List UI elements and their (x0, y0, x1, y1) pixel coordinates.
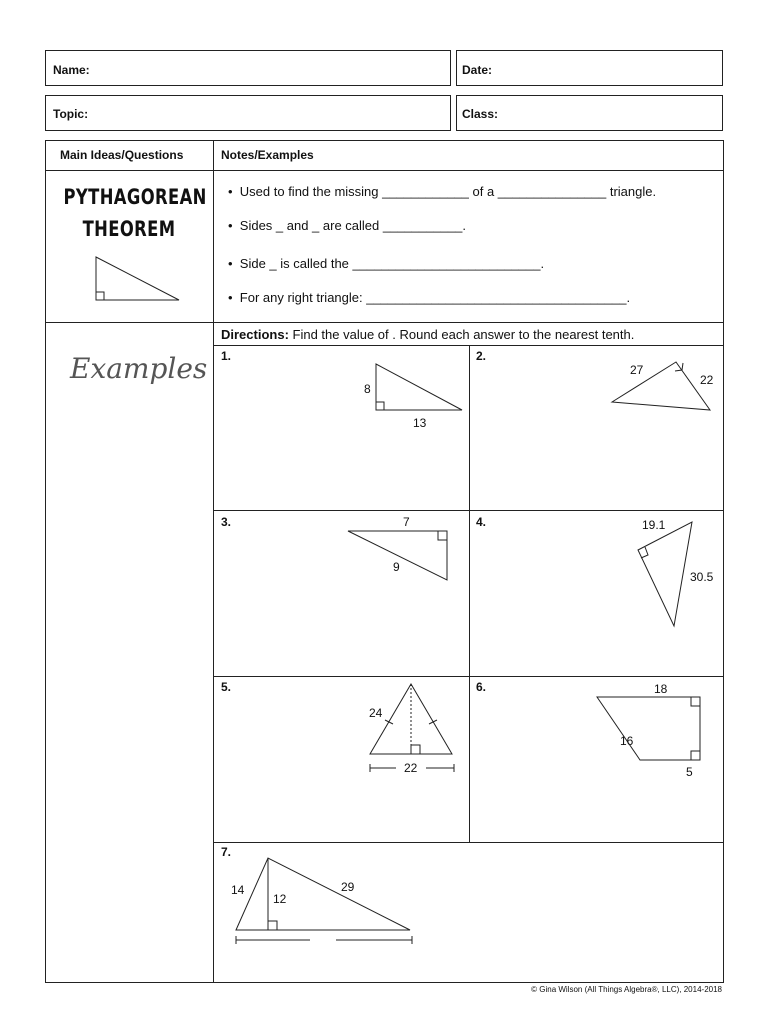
topic-field[interactable] (45, 95, 451, 131)
problem-6-label-a: 18 (654, 682, 668, 696)
problem-6-label-b: 16 (620, 734, 634, 748)
note-bullet-1: • Used to find the missing ____________ of a _______________ triangle. (228, 184, 657, 199)
problem-3-label-b: 9 (393, 560, 400, 574)
note-text-3: Side _ is called the __________________________. (239, 256, 545, 271)
problem-4-label-b: 30.5 (690, 570, 714, 584)
problem-7-label-c: 29 (341, 880, 355, 894)
note-text-4: For any right triangle: ____________________________________. (239, 290, 631, 305)
examples-label: Examples (70, 352, 208, 385)
class-label: Class: (462, 107, 499, 121)
grid-row-2 (213, 676, 724, 677)
theorem-row-divider (45, 322, 724, 323)
problem-2-label-a: 27 (630, 363, 644, 377)
problem-6-number: 6. (476, 680, 487, 694)
note-bullet-3: • Side _ is called the __________________________. (228, 256, 545, 271)
notes-examples-header: Notes/Examples (221, 148, 314, 162)
directions-text: Find the value of . Round each answer to the nearest tenth. (292, 327, 635, 342)
problem-1-triangle (372, 362, 467, 414)
name-field[interactable] (45, 50, 451, 86)
directions-bold: Directions: (221, 327, 289, 342)
problem-1-number: 1. (221, 349, 232, 363)
problem-3-triangle (345, 528, 453, 584)
copyright-footer: © Gina Wilson (All Things Algebra®, LLC), 2014-2018 (531, 985, 722, 994)
problem-1-label-b: 13 (413, 416, 427, 430)
problem-5-label-b: 22 (404, 761, 418, 775)
problem-7-number: 7. (221, 845, 232, 859)
grid-row-1 (213, 510, 724, 511)
problem-4-triangle (634, 518, 696, 630)
note-text-1: Used to find the missing ____________ of a _______________ triangle. (239, 184, 657, 199)
problem-7-triangle (232, 854, 417, 950)
page-title-line1: PYTHAGOREAN (63, 185, 207, 209)
class-field[interactable] (456, 95, 723, 131)
page-title-line2: THEOREM (82, 217, 176, 241)
right-triangle-icon (94, 255, 184, 305)
note-text-2: Sides _ and _ are called ___________. (239, 218, 467, 233)
problem-7-label-b: 12 (273, 892, 287, 906)
directions (221, 327, 634, 342)
problem-3-number: 3. (221, 515, 232, 529)
topic-label: Topic: (53, 107, 89, 121)
problem-2-label-b: 22 (700, 373, 714, 387)
date-label: Date: (462, 63, 493, 77)
problem-5-number: 5. (221, 680, 232, 694)
problem-7-label-a: 14 (231, 883, 245, 897)
problem-4-number: 4. (476, 515, 487, 529)
name-label: Name: (53, 63, 90, 77)
problem-2-number: 2. (476, 349, 487, 363)
column-divider (213, 140, 214, 983)
problem-6-label-c: 5 (686, 765, 693, 779)
note-bullet-2: • Sides _ and _ are called ___________. (228, 218, 467, 233)
grid-vertical (469, 345, 470, 842)
problem-5-label-a: 24 (369, 706, 383, 720)
problem-6-quadrilateral (594, 694, 704, 764)
problem-4-label-a: 19.1 (642, 518, 666, 532)
problem-1-label-a: 8 (364, 382, 371, 396)
note-bullet-4: • For any right triangle: ____________________________________. (228, 290, 631, 305)
problem-3-label-a: 7 (403, 515, 410, 529)
main-ideas-header: Main Ideas/Questions (60, 148, 184, 162)
grid-row-3 (213, 842, 724, 843)
header-row-divider (45, 170, 724, 171)
date-field[interactable] (456, 50, 723, 86)
